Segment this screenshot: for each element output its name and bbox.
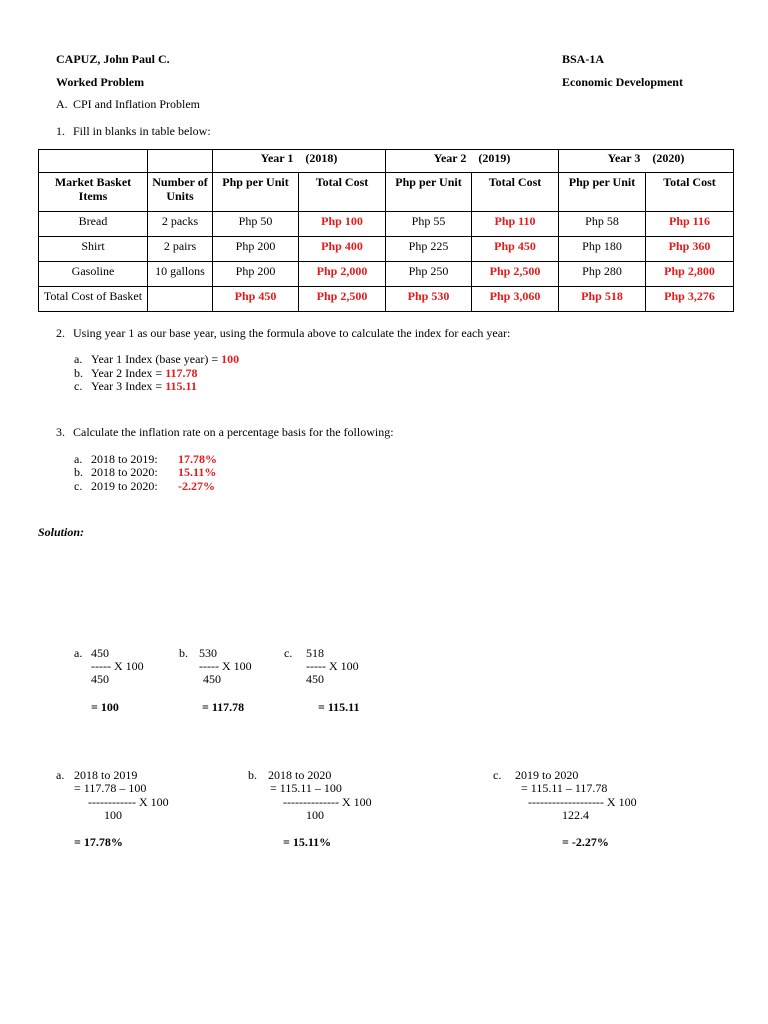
cost-cell: Php 2,000 [299,262,386,287]
market-basket-header: Market Basket Items [39,173,148,212]
inflation-value: 15.11% [178,465,217,479]
question-1 [56,124,211,139]
year-1-header: Year 1 (2018) [213,150,386,173]
course-title: Economic Development [562,75,683,89]
index-calc-c: c. 518 [284,646,324,660]
inflation-calc-c-line: = 115.11 – 117.78 [521,781,608,795]
index-calc-b-op: ----- X 100 [199,659,252,673]
total-cost-cell: Php 2,500 [299,287,386,312]
cost-header: Total Cost [299,173,386,212]
cost-cell: Php 400 [299,237,386,262]
units-cell: 10 gallons [148,262,213,287]
inflation-calc-b-op: -------------- X 100 [283,795,372,809]
question-2-text: Using year 1 as our base year, using the formula above to calculate the index for each year: [73,326,511,340]
solution-label: Solution: [38,525,85,539]
inflation-calc-b-result: = 15.11% [283,835,332,849]
cost-cell: Php 450 [472,237,559,262]
index-calc-c-op: ----- X 100 [306,659,359,673]
question-2 [56,326,510,341]
units-cell: 2 pairs [148,237,213,262]
part-a-title: CPI and Inflation Problem [73,97,200,111]
price-header: Php per Unit [386,173,472,212]
inflation-calc-a-line: = 117.78 – 100 [74,781,147,795]
price-cell: Php 50 [213,212,299,237]
year-header-row [39,150,734,173]
inflation-calc-b: b. 2018 to 2020 [248,768,332,782]
column-header-row [39,173,734,212]
inflation-calc-a-op: ------------ X 100 [88,795,169,809]
inflation-calc-c-result: = -2.27% [562,835,609,849]
number-of-units-header: Number of Units [148,173,213,212]
index-calc-b-den: 450 [203,672,221,686]
index-calc-c-result: = 115.11 [318,700,360,714]
cost-cell: Php 2,800 [646,262,734,287]
index-calc-a-den: 450 [91,672,109,686]
total-price-cell: Php 450 [213,287,299,312]
price-header: Php per Unit [559,173,646,212]
price-cell: Php 58 [559,212,646,237]
document-type: Worked Problem [56,75,145,89]
index-calc-a-result: = 100 [91,700,119,714]
cost-cell: Php 2,500 [472,262,559,287]
table-row [39,212,734,237]
inflation-calc-c: c. 2019 to 2020 [493,768,579,782]
item-cell: Shirt [39,237,148,262]
item-cell: Bread [39,212,148,237]
year-3-header: Year 3 (2020) [559,150,734,173]
question-3 [56,425,394,440]
total-row [39,287,734,312]
index-value: 100 [221,352,240,366]
total-price-cell: Php 530 [386,287,472,312]
inflation-value: 17.78% [178,452,217,466]
list-item: c. Year 3 Index = 115.11 [74,379,197,393]
question-1-number: 1. [56,124,65,138]
price-cell: Php 280 [559,262,646,287]
price-cell: Php 225 [386,237,472,262]
price-header: Php per Unit [213,173,299,212]
index-value: 117.78 [165,366,198,380]
question-1-text: Fill in blanks in table below: [73,124,211,138]
part-a-heading [56,97,200,112]
student-name: CAPUZ, John Paul C. [56,52,170,66]
inflation-calc-a: a. 2018 to 2019 [56,768,138,782]
price-cell: Php 200 [213,237,299,262]
year-2-header: Year 2 (2019) [386,150,559,173]
table-row [39,262,734,287]
blank-cell [148,150,213,173]
price-cell: Php 200 [213,262,299,287]
total-price-cell: Php 518 [559,287,646,312]
inflation-value: -2.27% [178,479,215,493]
index-calc-c-den: 450 [306,672,324,686]
units-cell: 2 packs [148,212,213,237]
index-value: 115.11 [165,379,197,393]
blank-cell [39,150,148,173]
section-label: BSA-1A [562,52,605,66]
cost-cell: Php 360 [646,237,734,262]
question-2-number: 2. [56,326,65,340]
inflation-calc-a-result: = 17.78% [74,835,123,849]
question-3-number: 3. [56,425,65,439]
cost-cell: Php 110 [472,212,559,237]
item-cell: Gasoline [39,262,148,287]
table-row [39,237,734,262]
total-cost-cell: Php 3,060 [472,287,559,312]
units-cell [148,287,213,312]
list-item: b. 2018 to 2020: 15.11% [74,465,217,479]
price-cell: Php 55 [386,212,472,237]
list-item: b. Year 2 Index = 117.78 [74,366,198,380]
cost-cell: Php 100 [299,212,386,237]
price-cell: Php 250 [386,262,472,287]
total-cost-cell: Php 3,276 [646,287,734,312]
inflation-calc-c-op: ------------------- X 100 [528,795,637,809]
cost-header: Total Cost [646,173,734,212]
inflation-calc-b-den: 100 [306,808,324,822]
part-a-marker: A. [56,97,68,111]
index-calc-a: a. 450 [74,646,109,660]
cost-cell: Php 116 [646,212,734,237]
price-cell: Php 180 [559,237,646,262]
index-calc-a-op: ----- X 100 [91,659,144,673]
cpi-table [38,149,734,312]
index-calc-b: b. 530 [179,646,217,660]
item-cell: Total Cost of Basket [39,287,148,312]
index-calc-b-result: = 117.78 [202,700,245,714]
list-item: c. 2019 to 2020: -2.27% [74,479,215,493]
list-item: a. Year 1 Index (base year) = 100 [74,352,240,366]
inflation-calc-b-line: = 115.11 – 100 [270,781,342,795]
list-item: a. 2018 to 2019: 17.78% [74,452,217,466]
question-3-text: Calculate the inflation rate on a percentage basis for the following: [73,425,394,439]
cost-header: Total Cost [472,173,559,212]
inflation-calc-a-den: 100 [104,808,122,822]
inflation-calc-c-den: 122.4 [562,808,589,822]
